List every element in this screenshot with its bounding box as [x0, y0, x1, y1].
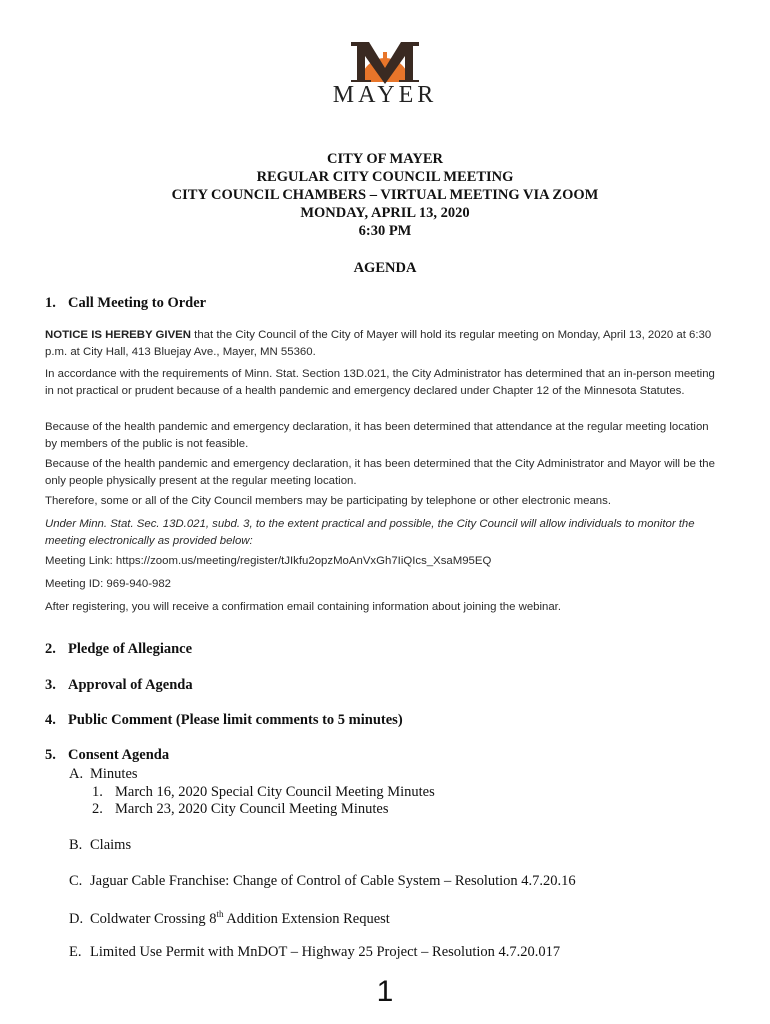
consent-item-coldwater-crossing	[69, 909, 390, 928]
consent-item-cable-franchise	[69, 873, 576, 890]
item-letter: E.	[69, 944, 82, 960]
registration-note: After registering, you will receive a confirmation email containing information about joining the webinar.	[45, 601, 562, 613]
section-call-to-order	[45, 295, 206, 312]
item-title: Minutes	[90, 766, 138, 782]
item-number: 1.	[92, 784, 103, 800]
meeting-link[interactable]: Meeting Link: https://zoom.us/meeting/register/tJIkfu2opzMoAnVxGh7IiQIcs_XsaM95EQ	[45, 555, 492, 567]
consent-item-minutes	[69, 766, 138, 783]
section-number: 5.	[45, 747, 56, 763]
item-letter: B.	[69, 837, 83, 853]
header-location: CITY COUNCIL CHAMBERS – VIRTUAL MEETING VIA ZOOM	[171, 187, 599, 203]
section-number: 1.	[45, 295, 56, 311]
section-approval	[45, 677, 193, 694]
section-consent-agenda	[45, 747, 169, 764]
item-title: Claims	[90, 837, 132, 853]
item-number: 2.	[92, 801, 103, 817]
logo-wordmark: MAYER	[332, 82, 438, 108]
physical-presence-paragraph: Because of the health pandemic and emergency declaration, it has been determined that the City Administrator and Mayor will be the only people physically present at the regular meeting location.	[45, 458, 715, 487]
section-public-comment	[45, 712, 403, 729]
page-number: 1	[376, 975, 394, 1008]
item-letter: A.	[69, 766, 84, 782]
header-time: 6:30 PM	[358, 223, 412, 239]
consent-item-mndot-permit	[69, 944, 560, 961]
section-pledge	[45, 641, 192, 658]
item-title-sup: th	[216, 909, 224, 919]
notice-lead: NOTICE IS HEREBY GIVEN	[45, 329, 191, 341]
section-title: Approval of Agenda	[68, 677, 193, 693]
minutes-item-march-23	[92, 801, 388, 818]
header-city: CITY OF MAYER	[326, 151, 443, 167]
notice-paragraph	[45, 327, 715, 361]
notice-text: that the City Council of the City of Mayer will hold its regular meeting on Monday, April 13, 2020 at 6:30 p.m. at City Hall, 413 Bluejay Ave., Mayer, MN 55360.	[45, 329, 712, 358]
section-number: 3.	[45, 677, 56, 693]
item-letter: C.	[69, 873, 83, 889]
minutes-item-march-16	[92, 784, 435, 801]
statute-paragraph: In accordance with the requirements of Minn. Stat. Section 13D.021, the City Administrator has determined that an in-person meeting in not practical or prudent because of a health pandemic and emergency declared under Chapter 12 of the Minnesota Statutes.	[45, 368, 715, 397]
header-meeting-type: REGULAR CITY COUNCIL MEETING	[256, 169, 514, 185]
item-title: Jaguar Cable Franchise: Change of Control of Cable System – Resolution 4.7.20.16	[90, 873, 576, 889]
item-title-pre: Coldwater Crossing 8	[90, 910, 217, 927]
item-title-post: Addition Extension Request	[223, 910, 390, 927]
item-title: Limited Use Permit with MnDOT – Highway 25 Project – Resolution 4.7.20.017	[90, 944, 561, 960]
item-title: March 16, 2020 Special City Council Meeting Minutes	[115, 784, 435, 800]
meeting-id: Meeting ID: 969-940-982	[45, 578, 172, 590]
header-date: MONDAY, APRIL 13, 2020	[300, 205, 470, 221]
item-title: March 23, 2020 City Council Meeting Minutes	[115, 801, 389, 817]
consent-item-claims	[69, 837, 131, 854]
section-title: Public Comment (Please limit comments to 5 minutes)	[68, 712, 403, 728]
section-number: 4.	[45, 712, 56, 728]
section-title: Call Meeting to Order	[68, 295, 207, 311]
section-title: Pledge of Allegiance	[68, 641, 193, 657]
public-attendance-paragraph: Because of the health pandemic and emergency declaration, it has been determined that attendance at the regular meeting location by members of the public is not feasible.	[45, 421, 709, 450]
item-letter: D.	[69, 910, 84, 927]
electronic-participation-paragraph: Therefore, some or all of the City Council members may be participating by telephone or other electronic means.	[45, 495, 612, 507]
agenda-title: AGENDA	[353, 260, 417, 276]
monitoring-paragraph: Under Minn. Stat. Sec. 13D.021, subd. 3, to the extent practical and possible, the City Council will allow individuals to monitor the meeting electronically as provided below:	[45, 518, 695, 547]
section-number: 2.	[45, 641, 56, 657]
section-title: Consent Agenda	[68, 747, 170, 763]
